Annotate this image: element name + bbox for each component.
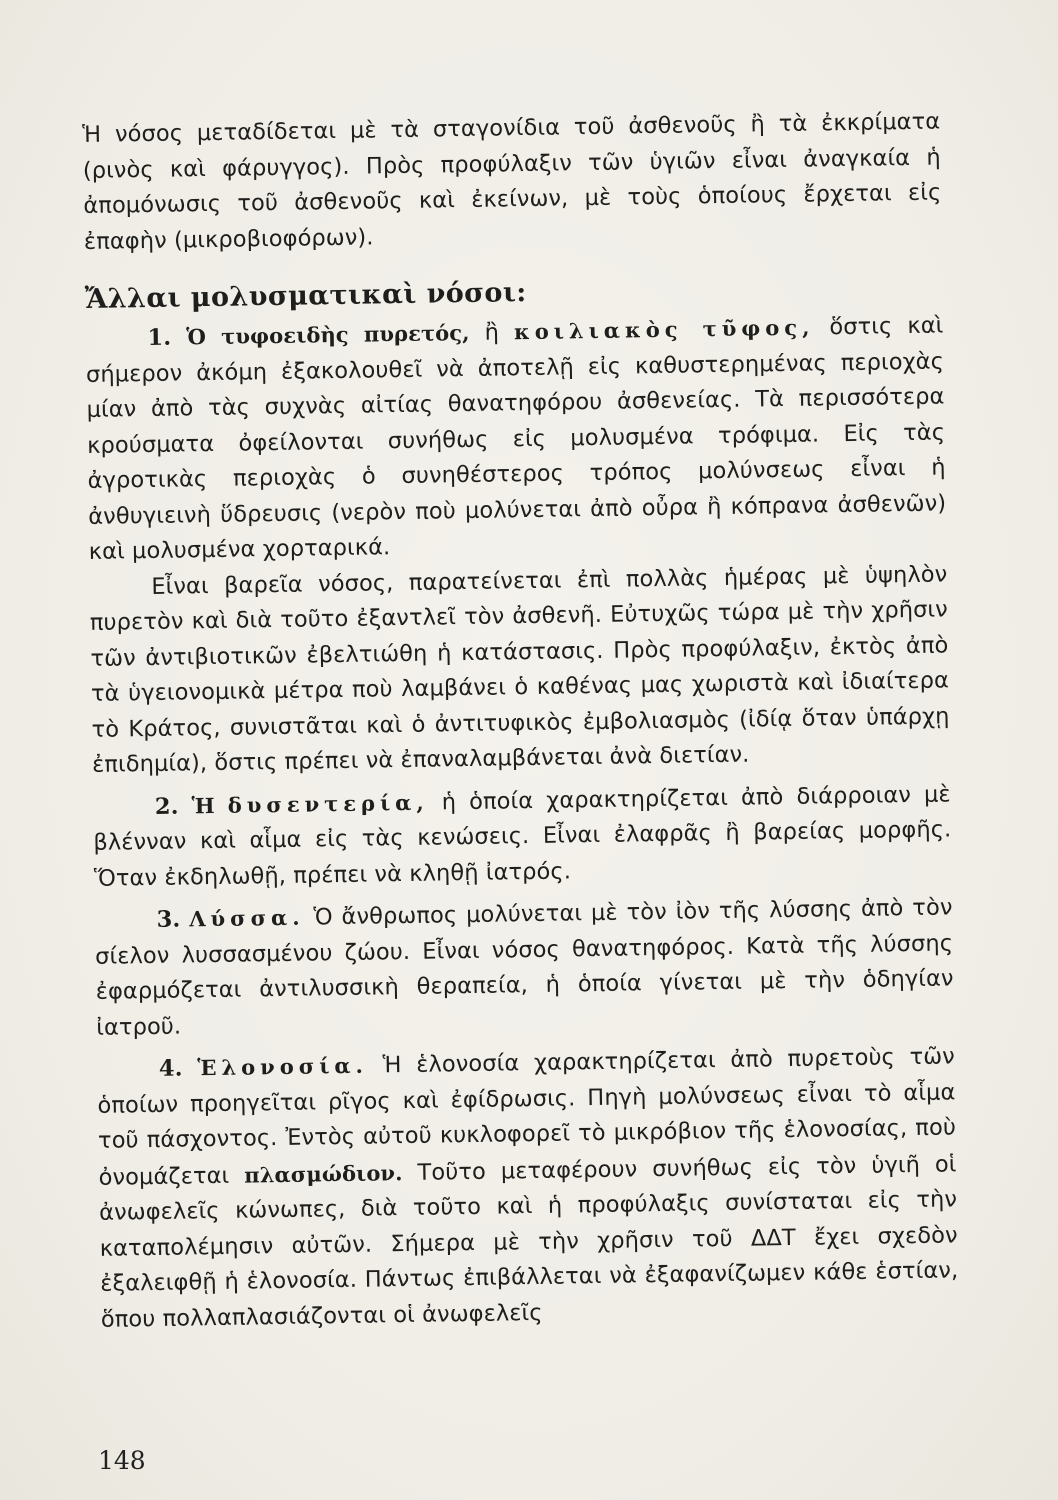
item-term-spaced: δυσεντερία,: [227, 789, 429, 818]
item-malaria: [97, 1038, 959, 1337]
item-text: Τοῦτο μεταφέρουν συνήθως εἰς τὸν ὑγιῆ οἱ ἀνωφελεῖς κώνωπες, διὰ τοῦτο καὶ ἡ προφύλαξις συνίσταται εἰς τὴν καταπολέμησιν αὐτῶν. Σήμερα μὲ τὴν χρῆσιν τοῦ ΔΔΤ ἔχει σχεδὸν ἐξαλειφθῇ ἡ ἑλονοσία. Πάντως ἐπιβάλλεται νὰ ἐξαφανίζωμεν κάθε ἑστίαν, ὅπου πολλαπλασιάζονται οἱ ἀνωφελεῖς: [98, 1150, 959, 1333]
item-connector: ἢ: [469, 319, 515, 346]
item-text: Ἡ ἑλονοσία χαρακτηρίζεται ἀπὸ πυρετοὺς τῶν ὁποίων προηγεῖται ρῖγος καὶ ἐφίδρωσις. Πηγὴ μολύνσεως εἶναι τὸ αἷμα τοῦ πάσχοντος. Ἐντὸς αὐτοῦ κυκλοφορεῖ τὸ μικρόβιον τῆς ἑλονοσίας, ποὺ ὀνομάζεται: [97, 1043, 957, 1191]
item-number: 2.: [154, 793, 179, 820]
item-number: 4.: [158, 1055, 183, 1082]
item-bold-word: πλασμώδιον.: [244, 1159, 403, 1188]
item-text: Ὁ ἄνθρωπος μολύνεται μὲ τὸν ἰὸν τῆς λύσσης ἀπὸ τὸν σίελον λυσσασμένου ζώου. Εἶναι νόσος θανατηφόρος. Κατὰ τῆς λύσσης ἐφαρμόζεται ἀντιλυσσικὴ θεραπεία, ἡ ὁποία γίνεται μὲ τὴν ὁδηγίαν ἰατροῦ.: [94, 894, 954, 1041]
section-heading: Ἄλλαι μολυσματικαὶ νόσοι:: [84, 277, 527, 315]
intro-paragraph: Ἡ νόσος μεταδίδεται μὲ τὰ σταγονίδια τοῦ ἀσθενοῦς ἢ τὰ ἐκκρίματα (ρινὸς καὶ φάρυγγος). Πρὸς προφύλαξιν τῶν ὑγιῶν εἶναι ἀναγκαία ἡ ἀπομόνωσις τοῦ ἀσθενοῦς καὶ ἐκείνων, μὲ τοὺς ὁποίους ἔρχεται εἰς ἐπαφὴν (μικροβιοφόρων).: [82, 108, 942, 255]
item-rabies: [94, 889, 954, 1045]
item-term-spaced: Ἑλονοσία.: [197, 1052, 369, 1081]
item-typhoid: [85, 307, 947, 570]
item-term-spaced: Λύσσα.: [189, 904, 305, 932]
item-text: ὅστις καὶ σήμερον ἀκόμη ἐξακολουθεῖ νὰ ἀποτελῇ εἰς καθυστερημένας περιοχὰς μίαν ἀπὸ τὰς συχνὰς αἰτίας θανατηφόρου ἀσθενείας. Τὰ περισσότερα κρούσματα ὀφείλονται συνήθως εἰς μολυσμένα τρόφιμα. Εἰς τὰς ἀγροτικὰς περιοχὰς ὁ συνηθέστερος τρόπος μολύνσεως εἶναι ἡ ἀνθυγιεινὴ ὕδρευσις (νερὸν ποὺ μολύνεται ἀπὸ οὖρα ἢ κόπρανα ἀσθενῶν) καὶ μολυσμένα χορταρικά.: [85, 312, 947, 565]
item-text: ἡ ὁποία χαρακτηρίζεται ἀπὸ διάρροιαν μὲ βλένναν καὶ αἷμα εἰς τὰς κενώσεις. Εἶναι ἐλαφρᾶς ἢ βαρείας μορφῆς. Ὅταν ἐκδηλωθῇ, πρέπει νὰ κληθῇ ἰατρός.: [93, 780, 952, 892]
item-term: Ὁ τυφοειδὴς πυρετός,: [186, 319, 470, 350]
item-term-spaced: κοιλιακὸς τῦφος,: [513, 314, 815, 345]
page-number: 148: [98, 1446, 146, 1475]
item-number: 1.: [147, 324, 172, 351]
item-number: 3.: [156, 906, 181, 933]
item-term: Ἡ: [191, 792, 215, 818]
item-dysentery: [93, 776, 953, 897]
body-text: [82, 105, 959, 1338]
item-typhoid-extra: Εἶναι βαρεῖα νόσος, παρατείνεται ἐπὶ πολλὰς ἡμέρας μὲ ὑψηλὸν πυρετὸν καὶ διὰ τοῦτο ἐξαντλεῖ τὸν ἀσθενῆ. Εὐτυχῶς τώρα μὲ τὴν χρῆσιν τῶν ἀντιβιοτικῶν ἐβελτιώθη ἡ κατάστασις. Πρὸς προφύλαξιν, ἐκτὸς ἀπὸ τὰ ὑγειονομικὰ μέτρα ποὺ λαμβάνει ὁ καθένας μας χωριστὰ καὶ ἰδιαίτερα τὸ Κράτος, συνιστᾶται καὶ ὁ ἀντιτυφικὸς ἐμβολιασμὸς (ἰδίᾳ ὅταν ὑπάρχῃ ἐπιδημία), ὅστις πρέπει νὰ ἐπαναλαμβάνεται ἀνὰ διετίαν.: [89, 560, 950, 778]
